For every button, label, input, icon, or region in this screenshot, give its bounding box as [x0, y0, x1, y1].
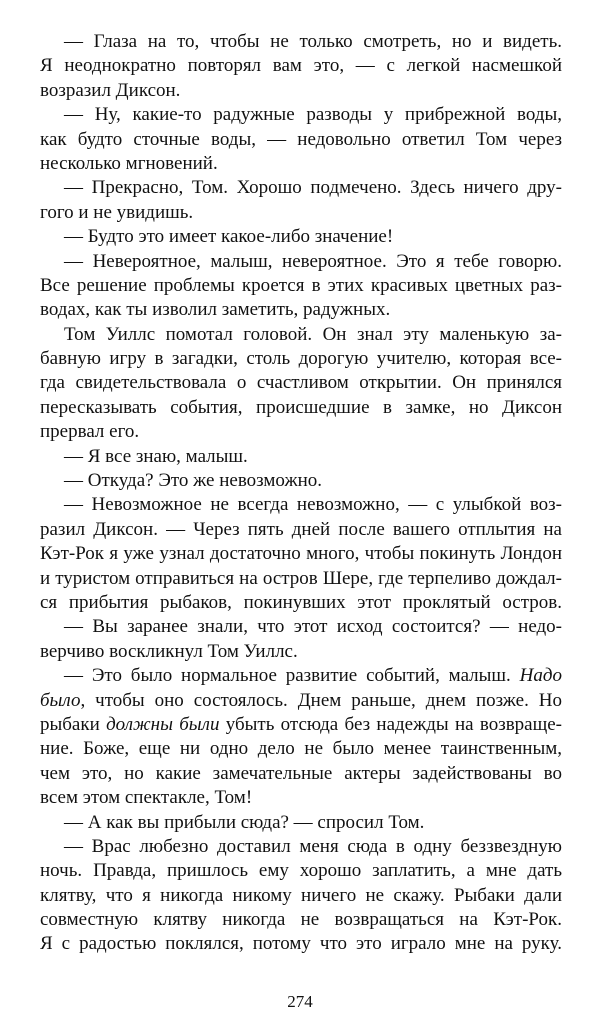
text-line: водах, как ты изволил заметить, радужных. — [40, 299, 391, 321]
text-line: — Врас любезно доставил меня сюда в одну беззвездную — [64, 835, 562, 857]
text-line: Кэт-Рок я уже узнал достаточно много, чтобы покинуть Лондон — [40, 543, 562, 565]
text-line: — А как вы прибыли сюда? — спросил Том. — [64, 811, 425, 833]
text-segment: , чтобы оно состоялось. Днем раньше, днем позже. Но — [80, 689, 562, 711]
book-page-text — [40, 30, 562, 990]
text-line: ночь. Правда, пришлось ему хорошо заплатить, а мне дать — [40, 860, 562, 882]
text-segment: — Это было нормальное развитие событий, малыш. — [64, 665, 520, 687]
text-line: Все решение проблемы кроется в этих красивых цветных раз- — [40, 274, 562, 296]
text-line: несколько мгновений. — [40, 152, 218, 174]
text-line: как будто сточные воды, — недовольно ответил Том через — [40, 128, 562, 150]
text-line: возразил Диксон. — [40, 79, 181, 101]
text-segment: убыть отсюда без надежды на возвраще- — [219, 713, 562, 735]
text-line: всем этом спектакле, Том! — [40, 787, 253, 809]
text-line: клятву, что я никогда никому ничего не скажу. Рыбаки дали — [40, 884, 562, 906]
italic-text-segment: должны были — [106, 713, 220, 735]
text-line: — Я все знаю, малыш. — [64, 445, 248, 467]
text-line — [40, 664, 562, 688]
text-line: Том Уиллс помотал головой. Он знал эту маленькую за- — [64, 323, 562, 345]
italic-text-segment: было — [40, 689, 81, 711]
text-line: совместную клятву никогда не возвращаться на Кэт-Рок. — [40, 909, 562, 931]
text-segment: рыбаки — [40, 713, 107, 735]
italic-text-segment: Надо — [519, 665, 562, 687]
text-line: гого и не увидишь. — [40, 201, 194, 223]
text-line: Я неоднократно повторял вам это, — с легкой насмешкой — [40, 55, 562, 77]
text-line: прервал его. — [40, 421, 140, 443]
text-line: — Глаза на то, чтобы не только смотреть, но и видеть. — [64, 31, 562, 52]
text-line: — Откуда? Это же невозможно. — [64, 470, 323, 492]
text-line: — Прекрасно, Том. Хорошо подмечено. Здесь ничего дру- — [64, 177, 562, 199]
text-line: — Невероятное, малыш, невероятное. Это я тебе говорю. — [64, 250, 562, 272]
text-line — [40, 689, 562, 713]
page-number: 274 — [287, 992, 313, 1011]
text-line: пересказывать события, происшедшие в замке, но Диксон — [40, 396, 562, 418]
text-line — [40, 713, 562, 737]
text-line: и туристом отправиться на остров Шере, где терпеливо дождал- — [40, 567, 562, 589]
text-line: — Невозможное не всегда невозможно, — с улыбкой воз- — [64, 494, 562, 516]
text-line: Я с радостью поклялся, потому что это играло мне на руку. — [40, 933, 562, 955]
text-line: чем это, но какие замечательные актеры задействованы во — [40, 762, 562, 784]
text-line: разил Диксон. — Через пять дней после вашего отплытия на — [40, 518, 562, 540]
text-line: — Вы заранее знали, что этот исход состоится? — недо- — [64, 616, 562, 638]
text-line: ние. Боже, еще ни одно дело не было менее таинственным, — [40, 738, 562, 760]
text-line: гда свидетельствовала о счастливом открытии. Он принялся — [40, 372, 562, 394]
text-line: — Будто это имеет какое-либо значение! — [64, 226, 394, 248]
text-line: — Ну, какие-то радужные разводы у прибрежной воды, — [64, 104, 562, 126]
text-line: верчиво воскликнул Том Уиллс. — [40, 640, 298, 662]
text-line: бавную игру в загадки, столь дорогую учителю, которая все- — [40, 348, 562, 370]
text-line: ся прибытия рыбаков, покинувших этот проклятый остров. — [40, 591, 562, 613]
